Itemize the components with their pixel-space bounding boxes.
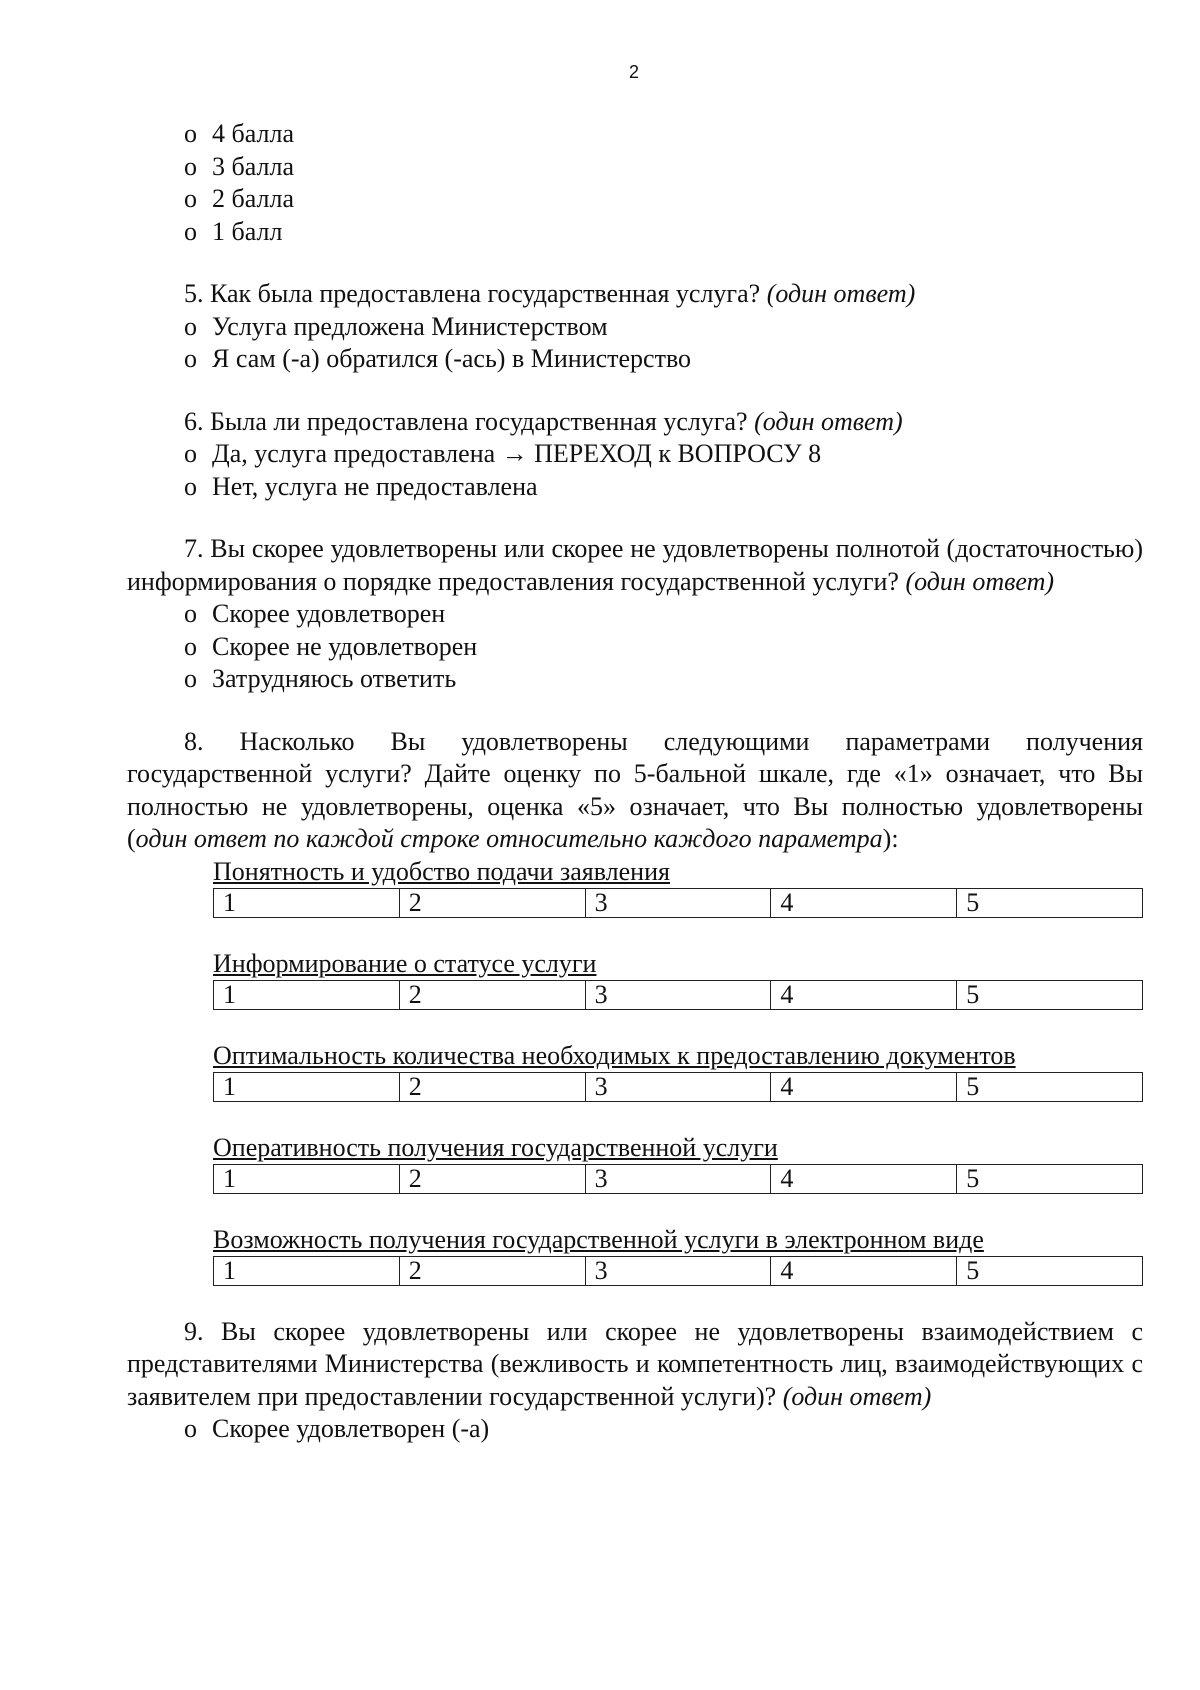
rating-cell[interactable]: 3	[586, 1165, 772, 1193]
rating-cell[interactable]: 2	[400, 1257, 586, 1285]
option-label: Скорее удовлетворен (-а)	[212, 1414, 490, 1443]
option-label: 1 балл	[212, 216, 283, 246]
rating-cell[interactable]: 2	[400, 889, 586, 917]
rating-parameter	[213, 1224, 1143, 1286]
rating-cell[interactable]: 3	[586, 1073, 772, 1101]
radio-circle-icon: o	[184, 184, 197, 213]
option-label: 2 балла	[212, 184, 294, 213]
rating-cell[interactable]: 3	[586, 981, 772, 1009]
rating-cell[interactable]: 1	[214, 889, 400, 917]
rating-cell[interactable]: 1	[214, 981, 400, 1009]
radio-option[interactable]	[184, 151, 1143, 184]
rating-cell[interactable]: 5	[966, 1255, 980, 1285]
radio-option[interactable]	[184, 1413, 1143, 1446]
rating-parameter	[213, 1040, 1143, 1102]
answer-note: (один ответ)	[905, 566, 1055, 596]
radio-circle-icon: o	[184, 344, 197, 373]
question-text: 5. Как была предоставлена государственная услуга? (один ответ)	[184, 279, 916, 308]
rating-parameter	[213, 856, 1143, 918]
question-5	[127, 278, 1143, 376]
radio-option[interactable]	[184, 471, 1143, 504]
question-8	[127, 726, 1143, 1286]
rating-cell[interactable]: 1	[214, 1165, 400, 1193]
option-label: Затрудняюсь ответить	[212, 664, 457, 693]
page-number: 2	[628, 62, 639, 82]
parameter-label: Оптимальность количества необходимых к предоставлению документов	[213, 1040, 1016, 1070]
radio-circle-icon: o	[184, 151, 197, 181]
radio-circle-icon: o	[184, 1414, 197, 1443]
option-label: Нет, услуга не предоставлена	[212, 471, 538, 501]
q4-options	[127, 118, 1143, 248]
rating-cell[interactable]: 4	[771, 889, 957, 917]
radio-circle-icon: o	[184, 216, 197, 246]
option-label: Скорее не удовлетворен	[212, 631, 478, 661]
option-label: Скорее удовлетворен	[212, 599, 446, 628]
radio-option[interactable]	[184, 183, 1143, 216]
rating-scale	[213, 1072, 1143, 1102]
rating-parameter	[213, 948, 1143, 1010]
rating-cell[interactable]: 1	[214, 1073, 400, 1101]
rating-cell[interactable]: 2	[400, 1165, 586, 1193]
rating-scale	[213, 1164, 1143, 1194]
option-label: 3 балла	[212, 151, 294, 181]
answer-note: один ответ по каждой строке относительно каждого параметра	[135, 824, 883, 853]
question-text: 7. Вы скорее удовлетворены или скорее не удовлетворены полнотой (достаточностью) информирования о порядке предоставления государственной услуги? (один ответ)	[127, 534, 1143, 596]
radio-option[interactable]	[184, 216, 1143, 249]
rating-cell[interactable]: 5	[966, 979, 980, 1009]
rating-scale	[213, 980, 1143, 1010]
rating-cell[interactable]: 4	[771, 1073, 957, 1101]
rating-cell[interactable]: 4	[771, 981, 957, 1009]
rating-cell[interactable]: 3	[586, 889, 772, 917]
radio-circle-icon: o	[184, 631, 197, 661]
radio-option[interactable]	[184, 118, 1143, 151]
radio-circle-icon: o	[184, 664, 197, 693]
radio-option[interactable]	[184, 598, 1143, 631]
rating-cell[interactable]: 5	[966, 887, 980, 917]
option-label: 4 балла	[212, 119, 294, 148]
answer-note: (один ответ)	[766, 279, 916, 308]
question-7	[127, 533, 1143, 696]
option-label: Да, услуга предоставлена → ПЕРЕХОД к ВОПРОСУ 8	[212, 439, 822, 468]
questionnaire-body	[127, 118, 1143, 1446]
question-text: 8. Насколько Вы удовлетворены следующими параметрами получения государственной услуги? Дайте оценку по 5-бальной шкале, где «1» означает, что Вы полностью не удовлетворены, оценка «5» означает, что Вы полностью удовлетворены (один ответ по каждой строке относительно каждого параметра):	[127, 726, 1143, 853]
rating-cell[interactable]: 5	[966, 1163, 980, 1193]
question-text: 6. Была ли предоставлена государственная услуга? (один ответ)	[184, 406, 903, 436]
option-label: Я сам (-а) обратился (-ась) в Министерство	[212, 344, 692, 373]
radio-option[interactable]	[184, 663, 1143, 696]
radio-circle-icon: o	[184, 471, 197, 501]
parameter-label: Возможность получения государственной услуги в электронном виде	[213, 1224, 984, 1254]
rating-cell[interactable]: 3	[586, 1257, 772, 1285]
parameter-label: Информирование о статусе услуги	[213, 948, 597, 978]
question-9	[127, 1316, 1143, 1446]
rating-cell[interactable]: 4	[771, 1257, 957, 1285]
answer-note: (один ответ)	[782, 1381, 932, 1411]
radio-option[interactable]	[184, 343, 1143, 376]
rating-cell[interactable]: 2	[400, 1073, 586, 1101]
radio-circle-icon: o	[184, 311, 197, 341]
radio-option[interactable]	[184, 631, 1143, 664]
radio-circle-icon: o	[184, 439, 197, 468]
rating-scale	[213, 888, 1143, 918]
question-text: 9. Вы скорее удовлетворены или скорее не удовлетворены взаимодействием с представителями Министерства (вежливость и компетентность лиц, взаимодействующих с заявителем при предоставлении государственной услуги)? (один ответ)	[127, 1316, 1143, 1411]
parameter-label: Оперативность получения государственной услуги	[213, 1132, 778, 1162]
rating-cell[interactable]: 1	[214, 1257, 400, 1285]
option-label: Услуга предложена Министерством	[212, 311, 608, 341]
radio-option[interactable]	[184, 438, 1143, 471]
rating-cell[interactable]: 4	[771, 1165, 957, 1193]
question-6	[127, 406, 1143, 504]
rating-cell[interactable]: 5	[966, 1071, 980, 1101]
radio-circle-icon: o	[184, 119, 197, 148]
rating-cell[interactable]: 2	[400, 981, 586, 1009]
answer-note: (один ответ)	[754, 406, 903, 436]
radio-option[interactable]	[184, 311, 1143, 344]
parameter-label: Понятность и удобство подачи заявления	[213, 856, 670, 886]
rating-parameter	[213, 1132, 1143, 1194]
radio-circle-icon: o	[184, 599, 197, 628]
rating-scale	[213, 1256, 1143, 1286]
